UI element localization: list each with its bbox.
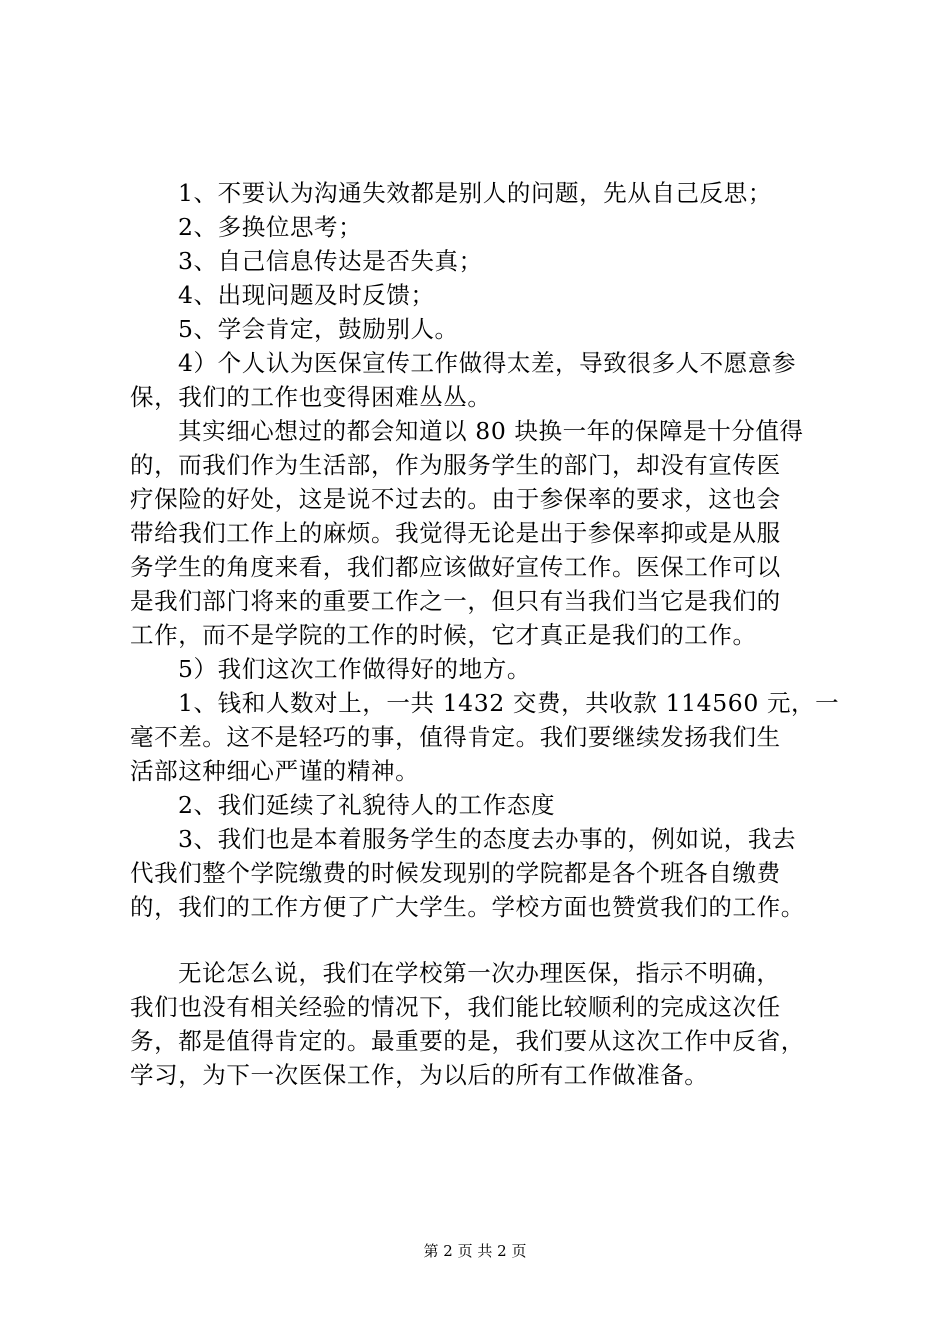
list-item-line: 的，我们的工作方便了广大学生。学校方面也赞赏我们的工作。 — [130, 893, 805, 921]
page-footer — [0, 1241, 950, 1261]
list-item-line: 毫不差。这不是轻巧的事，值得肯定。我们要继续发扬我们生 — [130, 723, 781, 751]
list-item-2: 2、多换位思考； — [178, 213, 363, 241]
paragraph-line: 工作，而不是学院的工作的时候，它才真正是我们的工作。 — [130, 621, 757, 649]
paragraph-line: 的，而我们作为生活部，作为服务学生的部门，却没有宣传医 — [130, 451, 781, 479]
list-item-1: 1、不要认为沟通失效都是别人的问题，先从自己反思； — [178, 179, 772, 207]
paragraph-line: 是我们部门将来的重要工作之一，但只有当我们当它是我们的 — [130, 587, 781, 615]
list-item-line: 3、我们也是本着服务学生的态度去办事的，例如说，我去 — [178, 825, 797, 853]
conclusion-line: 我们也没有相关经验的情况下，我们能比较顺利的完成这次任 — [130, 993, 781, 1021]
page-number-indicator: 第 2 页 共 2 页 — [423, 1242, 527, 1260]
list-item-4: 4、出现问题及时反馈； — [178, 281, 435, 309]
list-item-line: 2、我们延续了礼貌待人的工作态度 — [178, 791, 556, 819]
conclusion-line: 务，都是值得肯定的。最重要的是，我们要从这次工作中反省， — [130, 1027, 805, 1055]
section-4-heading-line-1: 4）个人认为医保宣传工作做得太差，导致很多人不愿意参 — [178, 349, 797, 377]
paragraph-line: 疗保险的好处，这是说不过去的。由于参保率的要求，这也会 — [130, 485, 781, 513]
paragraph-line: 带给我们工作上的麻烦。我觉得无论是出于参保率抑或是从服 — [130, 519, 781, 547]
conclusion-line: 学习，为下一次医保工作，为以后的所有工作做准备。 — [130, 1061, 709, 1089]
paragraph-line: 务学生的角度来看，我们都应该做好宣传工作。医保工作可以 — [130, 553, 781, 581]
list-item-line: 活部这种细心严谨的精神。 — [130, 757, 420, 785]
list-item-5: 5、学会肯定，鼓励别人。 — [178, 315, 459, 343]
list-item-3: 3、自己信息传达是否失真； — [178, 247, 483, 275]
section-5-heading: 5）我们这次工作做得好的地方。 — [178, 655, 531, 683]
section-4-heading-line-2: 保，我们的工作也变得困难丛丛。 — [130, 383, 492, 411]
list-item-line: 代我们整个学院缴费的时候发现别的学院都是各个班各自缴费 — [130, 859, 781, 887]
list-item-line: 1、钱和人数对上，一共 1432 交费，共收款 114560 元，一 — [178, 689, 840, 717]
conclusion-line: 无论怎么说，我们在学校第一次办理医保，指示不明确， — [178, 959, 781, 987]
paragraph-line: 其实细心想过的都会知道以 80 块换一年的保障是十分值得 — [178, 417, 804, 445]
